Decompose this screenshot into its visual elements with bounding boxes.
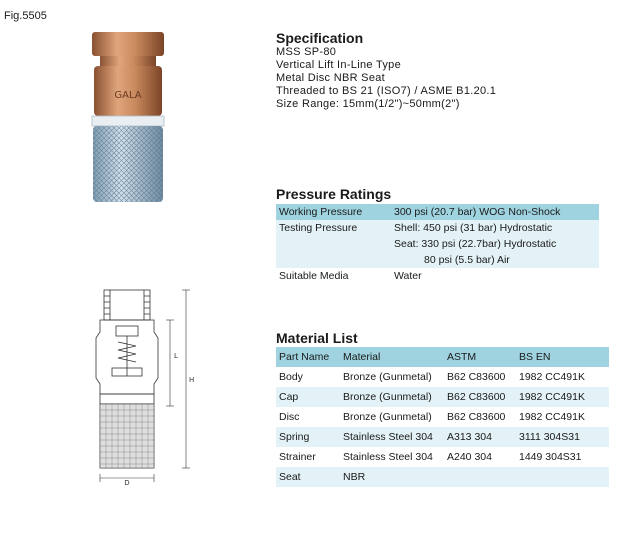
spec-line: MSS SP-80 (276, 46, 337, 58)
pressure-ratings-table (276, 204, 599, 284)
working-pressure-label: Working Pressure (279, 206, 363, 218)
dimension-h-label: H (189, 376, 195, 384)
pressure-ratings-title: Pressure Ratings (276, 186, 392, 202)
part-name-cell: Disc (279, 411, 300, 423)
part-name-cell: Seat (279, 471, 301, 483)
testing-pressure-seat: Seat: 330 psi (22.7bar) Hydrostatic (394, 238, 557, 250)
material-cell: NBR (343, 471, 366, 483)
material-list-title: Material List (276, 330, 358, 346)
astm-cell: B62 C83600 (447, 371, 506, 383)
column-header: ASTM (447, 351, 477, 363)
material-list-table (276, 347, 609, 487)
material-cell: Bronze (Gunmetal) (343, 411, 432, 423)
column-header: Part Name (279, 351, 330, 363)
column-header: Material (343, 351, 381, 363)
spec-line: Metal Disc NBR Seat (276, 72, 386, 84)
testing-pressure-row-seat (276, 236, 599, 252)
suitable-media-value: Water (394, 270, 422, 282)
table-row (276, 367, 609, 387)
valve-section-drawing (90, 286, 200, 486)
testing-pressure-air: 80 psi (5.5 bar) Air (424, 254, 510, 266)
testing-pressure-label: Testing Pressure (279, 222, 358, 234)
table-row (276, 427, 609, 447)
part-name-cell: Cap (279, 391, 299, 403)
table-row (276, 467, 609, 487)
dimension-d-label: D (124, 479, 130, 486)
material-cell: Stainless Steel 304 (343, 451, 433, 463)
material-cell: Bronze (Gunmetal) (343, 371, 432, 383)
table-row (276, 407, 609, 427)
photo-casting-text: GALA (114, 90, 142, 101)
table-header-row (276, 347, 609, 367)
table-row (276, 387, 609, 407)
working-pressure-row (276, 204, 599, 220)
material-cell: Bronze (Gunmetal) (343, 391, 432, 403)
astm-cell: A240 304 (447, 451, 492, 463)
specification-title: Specification (276, 30, 364, 46)
bs-en-cell: 1982 CC491K (519, 411, 585, 423)
astm-cell: A313 304 (447, 431, 492, 443)
testing-pressure-shell: Shell: 450 psi (31 bar) Hydrostatic (394, 222, 553, 234)
bs-en-cell: 3111 304S31 (519, 431, 580, 443)
spec-line: Threaded to BS 21 (ISO7) / ASME B1.20.1 (276, 85, 497, 97)
material-cell: Stainless Steel 304 (343, 431, 433, 443)
astm-cell: B62 C83600 (447, 391, 506, 403)
astm-cell: B62 C83600 (447, 411, 506, 423)
bs-en-cell: 1982 CC491K (519, 371, 585, 383)
table-row (276, 447, 609, 467)
suitable-media-row (276, 268, 599, 284)
suitable-media-label: Suitable Media (279, 270, 349, 282)
part-name-cell: Strainer (279, 451, 316, 463)
testing-pressure-row-air (276, 252, 599, 268)
bs-en-cell: 1982 CC491K (519, 391, 585, 403)
specification-list (276, 46, 496, 111)
foot-valve-photo (84, 28, 174, 208)
testing-pressure-row (276, 220, 599, 236)
working-pressure-value: 300 psi (20.7 bar) WOG Non-Shock (394, 206, 561, 218)
dimension-l-label: L (174, 352, 178, 360)
figure-label: Fig.5505 (4, 10, 47, 22)
column-header: BS EN (519, 351, 551, 363)
spec-line: Vertical Lift In-Line Type (276, 59, 401, 71)
spec-line: Size Range: 15mm(1/2")~50mm(2") (276, 98, 460, 110)
part-name-cell: Body (279, 371, 303, 383)
bs-en-cell: 1449 304S31 (519, 451, 582, 463)
part-name-cell: Spring (279, 431, 310, 443)
